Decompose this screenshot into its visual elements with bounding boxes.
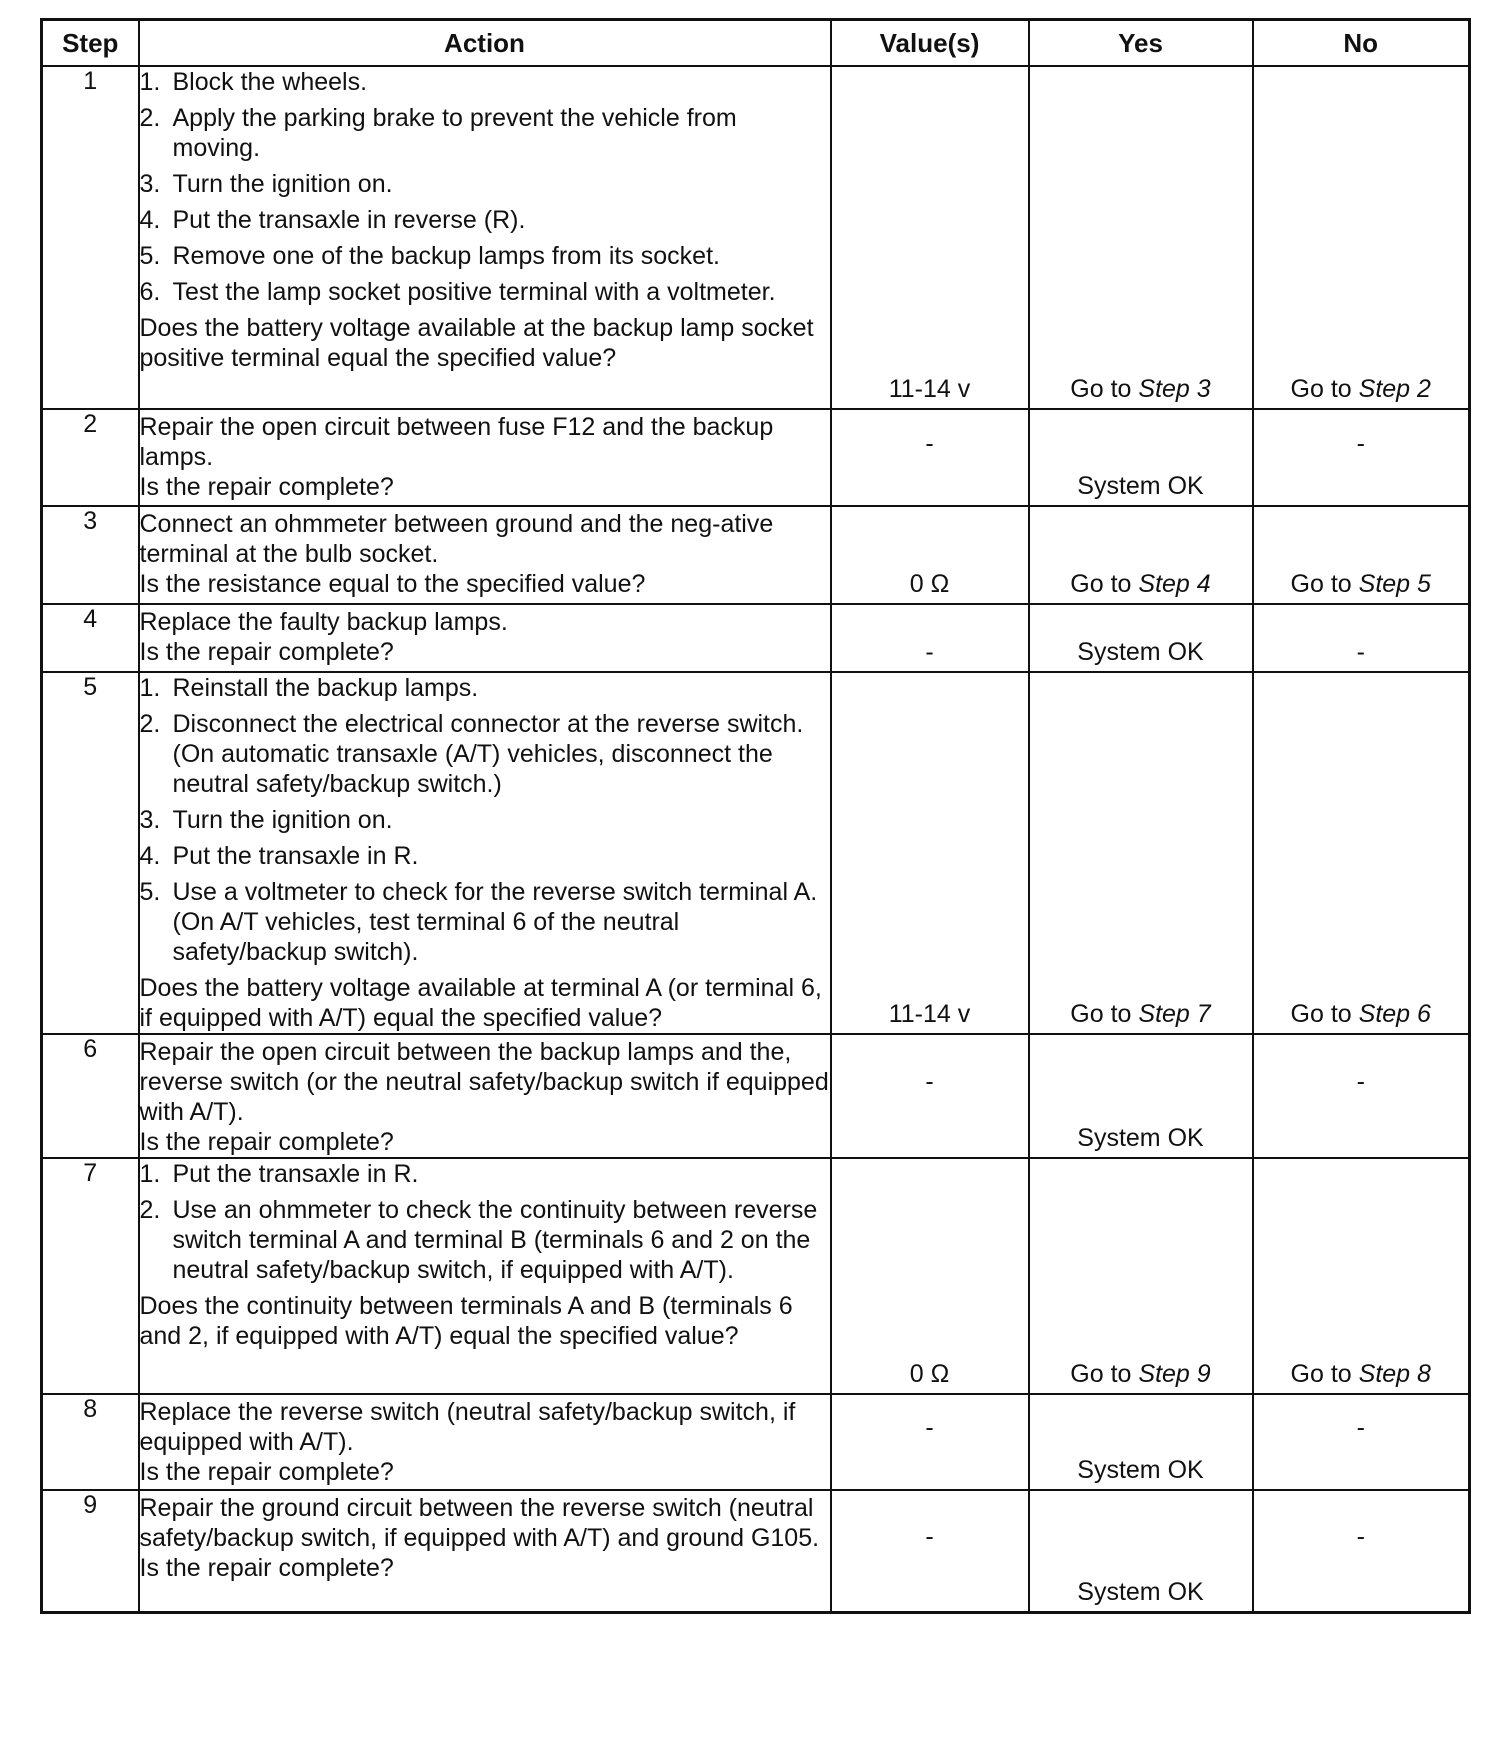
- header-no: No: [1253, 20, 1470, 67]
- list-item-text: Remove one of the backup lamps from its socket.: [172, 242, 720, 270]
- table-row: [42, 1394, 1470, 1490]
- yes-result-prefix: Go to: [1070, 570, 1132, 598]
- step-number: 1: [42, 66, 139, 409]
- value-dash: -: [925, 429, 934, 457]
- action-cell: [139, 409, 831, 506]
- action-question: Repair the open circuit between the backup lamps and the, reverse switch (or the neutral safety/backup switch if equipped with A/T). Is the repair complete?: [139, 1038, 829, 1156]
- yes-cell: [1029, 66, 1253, 409]
- list-item-text: Test the lamp socket positive terminal with a voltmeter.: [172, 278, 776, 306]
- yes-result: [1030, 1123, 1252, 1153]
- yes-result-prefix: System OK: [1077, 1124, 1204, 1152]
- list-item-text: Apply the parking brake to prevent the vehicle from moving.: [172, 104, 737, 162]
- list-item-text: Put the transaxle in reverse (R).: [172, 206, 526, 234]
- list-item: [140, 67, 830, 97]
- yes-result-prefix: Go to: [1070, 1000, 1132, 1028]
- header-action: Action: [139, 20, 831, 67]
- value-cell: [831, 409, 1029, 506]
- value-cell: [831, 604, 1029, 672]
- step-number: 8: [42, 1394, 139, 1490]
- table-row: [42, 409, 1470, 506]
- header-step: Step: [42, 20, 139, 67]
- step-number: 2: [42, 409, 139, 506]
- yes-result-prefix: Go to: [1070, 375, 1132, 403]
- no-result-prefix: Go to: [1290, 375, 1352, 403]
- value-dash: -: [925, 1067, 934, 1096]
- action-question: Connect an ohmmeter between ground and the neg-ative terminal at the bulb socket. Is the resistance equal to the specified value?: [139, 510, 774, 598]
- no-cell: [1253, 409, 1470, 506]
- list-item-number: 5.: [139, 242, 161, 270]
- table-row: [42, 1034, 1470, 1158]
- yes-result-prefix: System OK: [1077, 472, 1204, 500]
- list-item: [140, 241, 830, 271]
- specified-value: 11-14 v: [888, 1000, 971, 1028]
- action-cell: [139, 1158, 831, 1394]
- table-row: [42, 1158, 1470, 1394]
- no-result: [1254, 374, 1469, 404]
- header-values: Value(s): [831, 20, 1029, 67]
- yes-cell: [1029, 506, 1253, 604]
- value-cell: [831, 506, 1029, 604]
- no-cell: [1253, 66, 1470, 409]
- list-item-number: 5.: [139, 878, 161, 906]
- yes-cell: [1029, 1158, 1253, 1394]
- action-question: Does the battery voltage available at terminal A (or terminal 6, if equipped with A/T) equal the specified value?: [139, 974, 822, 1032]
- yes-result: [1030, 1455, 1252, 1485]
- value-cell: [831, 1158, 1029, 1394]
- list-item-text: Use an ohmmeter to check the continuity between reverse switch terminal A and terminal B (terminals 6 and 2 on the neutral safety/backup switch, if equipped with A/T).: [172, 1196, 818, 1284]
- action-question: Replace the reverse switch (neutral safety/backup switch, if equipped with A/T). Is the repair complete?: [139, 1398, 796, 1486]
- list-item-number: 2.: [139, 104, 161, 132]
- yes-cell: [1029, 1490, 1253, 1612]
- action-question: Repair the ground circuit between the reverse switch (neutral safety/backup switch, if equipped with A/T) and ground G105. Is the repair complete?: [139, 1494, 820, 1582]
- yes-result-prefix: System OK: [1077, 638, 1204, 666]
- action-cell: [139, 1394, 831, 1490]
- list-item-text: Use a voltmeter to check for the reverse switch terminal A. (On A/T vehicles, test terminal 6 of the neutral safety/backup switch).: [172, 878, 818, 966]
- no-cell: [1253, 1034, 1470, 1158]
- yes-result: [1030, 374, 1252, 404]
- list-item: [140, 877, 830, 967]
- list-item-number: 2.: [139, 1196, 161, 1224]
- list-item: [140, 709, 830, 799]
- list-item-number: 2.: [139, 710, 161, 738]
- yes-cell: [1029, 672, 1253, 1034]
- value-dash: -: [925, 1522, 934, 1551]
- no-cell: [1253, 604, 1470, 672]
- yes-cell: [1029, 1394, 1253, 1490]
- no-cell: [1253, 1394, 1470, 1490]
- list-item: [140, 169, 830, 199]
- step-number: 4: [42, 604, 139, 672]
- list-item-text: Turn the ignition on.: [172, 170, 393, 198]
- table-row: [42, 672, 1470, 1034]
- no-result-prefix: Go to: [1290, 570, 1352, 598]
- action-question: Repair the open circuit between fuse F12 and the backup lamps. Is the repair complete?: [139, 413, 774, 501]
- yes-cell: [1029, 604, 1253, 672]
- no-result: [1254, 637, 1469, 667]
- specified-value: 0 Ω: [909, 570, 950, 598]
- no-result: [1254, 999, 1469, 1029]
- yes-result: [1030, 471, 1252, 501]
- table-header-row: [42, 20, 1470, 67]
- list-item: [140, 205, 830, 235]
- no-result: [1254, 1359, 1469, 1389]
- list-item: [140, 841, 830, 871]
- no-dash: -: [1356, 429, 1365, 457]
- value-cell: [831, 1490, 1029, 1612]
- step-number: 7: [42, 1158, 139, 1394]
- action-cell: [139, 1034, 831, 1158]
- table-row: [42, 1490, 1470, 1612]
- list-item-text: Put the transaxle in R.: [172, 1160, 419, 1188]
- step-number: 3: [42, 506, 139, 604]
- yes-result-step-link: Step 7: [1138, 1000, 1211, 1028]
- list-item: [140, 1195, 830, 1285]
- specified-value: 0 Ω: [909, 1360, 950, 1388]
- yes-cell: [1029, 1034, 1253, 1158]
- action-cell: [139, 604, 831, 672]
- list-item-number: 6.: [139, 278, 161, 306]
- action-cell: [139, 672, 831, 1034]
- list-item: [140, 673, 830, 703]
- list-item-text: Put the transaxle in R.: [172, 842, 419, 870]
- step-number: 9: [42, 1490, 139, 1612]
- step-number: 6: [42, 1034, 139, 1158]
- diagnostic-table: [40, 18, 1471, 1614]
- yes-result-step-link: Step 9: [1138, 1360, 1211, 1388]
- list-item-text: Block the wheels.: [172, 68, 368, 96]
- no-dash: -: [1356, 1067, 1365, 1096]
- yes-result: [1030, 637, 1252, 667]
- no-result-step-link: Step 8: [1358, 1360, 1431, 1388]
- step-number: 5: [42, 672, 139, 1034]
- list-item: [140, 1159, 830, 1189]
- no-result-prefix: Go to: [1290, 1000, 1352, 1028]
- yes-result-prefix: Go to: [1070, 1360, 1132, 1388]
- action-steps-list: [140, 673, 830, 967]
- action-steps-list: [140, 1159, 830, 1285]
- list-item-number: 3.: [139, 806, 161, 834]
- yes-result-step-link: Step 3: [1138, 375, 1211, 403]
- yes-result: [1030, 1359, 1252, 1389]
- yes-result: [1030, 999, 1252, 1029]
- table-body: [42, 66, 1470, 1612]
- diagnostic-page: [40, 18, 1468, 1614]
- list-item-number: 1.: [139, 674, 161, 702]
- value-cell: [831, 1034, 1029, 1158]
- action-cell: [139, 506, 831, 604]
- list-item: [140, 805, 830, 835]
- list-item-number: 4.: [139, 206, 161, 234]
- yes-result-step-link: Step 4: [1138, 570, 1211, 598]
- list-item-number: 3.: [139, 170, 161, 198]
- table-row: [42, 604, 1470, 672]
- action-cell: [139, 66, 831, 409]
- no-cell: [1253, 1490, 1470, 1612]
- no-result-prefix: Go to: [1290, 1360, 1352, 1388]
- action-cell: [139, 1490, 831, 1612]
- value-cell: [831, 1394, 1029, 1490]
- no-cell: [1253, 506, 1470, 604]
- specified-value: 11-14 v: [888, 375, 971, 403]
- action-question: Replace the faulty backup lamps. Is the repair complete?: [139, 608, 508, 666]
- specified-value: -: [925, 638, 934, 666]
- list-item-text: Reinstall the backup lamps.: [172, 674, 479, 702]
- yes-result-prefix: System OK: [1077, 1577, 1204, 1606]
- no-result-step-link: Step 5: [1358, 570, 1431, 598]
- value-cell: [831, 672, 1029, 1034]
- table-row: [42, 506, 1470, 604]
- no-result: [1254, 569, 1469, 599]
- no-cell: [1253, 672, 1470, 1034]
- no-cell: [1253, 1158, 1470, 1394]
- list-item-number: 1.: [139, 1160, 161, 1188]
- action-question: Does the continuity between terminals A and B (terminals 6 and 2, if equipped with A/T) equal the specified value?: [139, 1292, 793, 1350]
- no-result-prefix: -: [1356, 638, 1365, 666]
- value-dash: -: [925, 1413, 934, 1442]
- value-cell: [831, 66, 1029, 409]
- yes-result: [1030, 1577, 1252, 1607]
- header-yes: Yes: [1029, 20, 1253, 67]
- action-question: Does the battery voltage available at the backup lamp socket positive terminal equal the specified value?: [139, 314, 814, 372]
- yes-result: [1030, 569, 1252, 599]
- no-dash: -: [1356, 1522, 1365, 1551]
- no-result-step-link: Step 6: [1358, 1000, 1431, 1028]
- yes-result-prefix: System OK: [1077, 1456, 1204, 1484]
- list-item: [140, 103, 830, 163]
- yes-cell: [1029, 409, 1253, 506]
- list-item-number: 4.: [139, 842, 161, 870]
- no-result-step-link: Step 2: [1358, 375, 1431, 403]
- list-item: [140, 277, 830, 307]
- list-item-number: 1.: [139, 68, 161, 96]
- table-row: [42, 66, 1470, 409]
- list-item-text: Turn the ignition on.: [172, 806, 393, 834]
- list-item-text: Disconnect the electrical connector at the reverse switch. (On automatic transaxle (A/T) vehicles, disconnect the neutral safety/backup switch.): [172, 710, 804, 798]
- action-steps-list: [140, 67, 830, 307]
- no-dash: -: [1356, 1413, 1365, 1442]
